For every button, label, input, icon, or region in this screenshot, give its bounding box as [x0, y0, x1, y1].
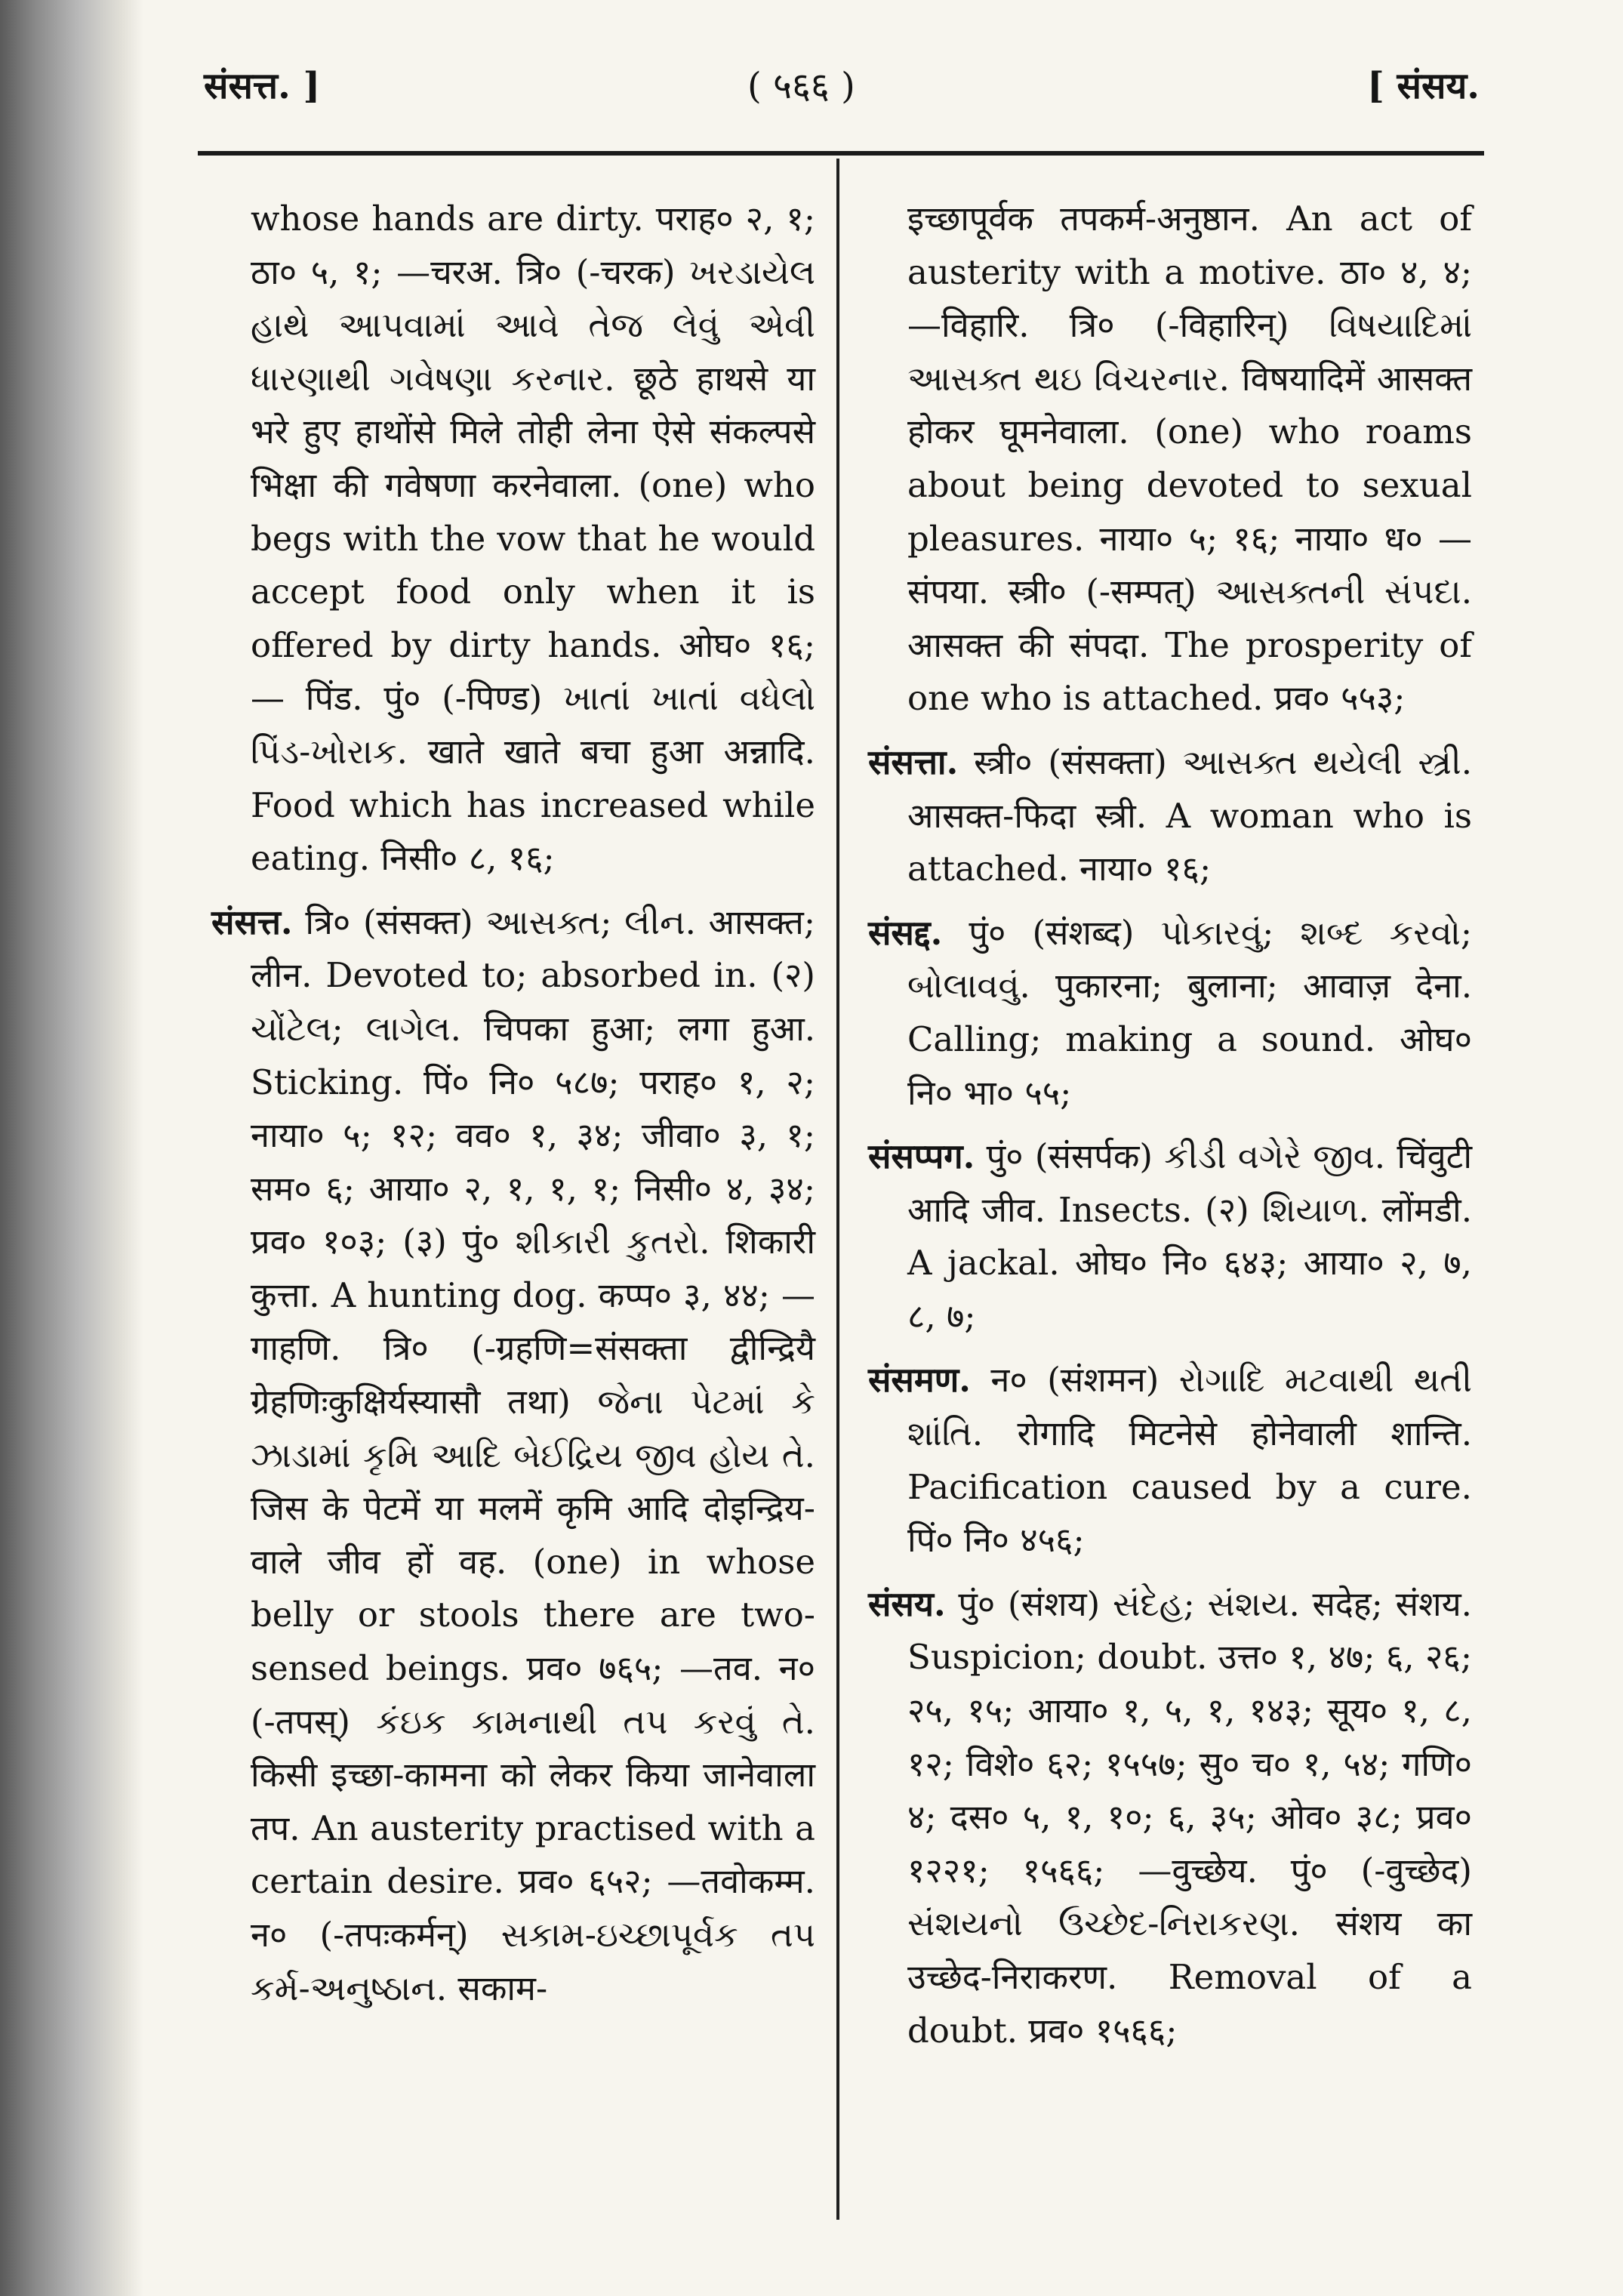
- header-rule: [198, 151, 1484, 156]
- dictionary-entry: [868, 1130, 1472, 1343]
- column-divider: [836, 159, 839, 2220]
- header-right-word: [ संसय.: [1367, 65, 1480, 107]
- page-header: [204, 60, 1480, 128]
- right-column: [868, 193, 1472, 2057]
- dictionary-entry: [211, 896, 815, 2015]
- entry-text: न० (संशमन) રોગાદિ મટવાથી થતી શાંતિ. रोगादि मिटनेसे होनेवाली शान्ति. Pacification caused by a cure. पिं० नि० ४५६;: [907, 1360, 1472, 1561]
- entry-headword: संसय.: [868, 1583, 946, 1624]
- entry-text: इच्छापूर्वक तपकर्म-अनुष्ठान. An act of austerity with a motive. ठा० ४, ४; —विहारि. त्रि० (-विहारिन्) વિષયાદિમાં આસક્ત થઇ વિચરનાર. विषयादिमें आसक्त होकर घूमनेवाला. (one) who roams about being devoted to sexual pleasures. नाया० ५; १६; नाया० ध० —संपया. स्त्री० (-सम्पत्) આસક્તની સંપદા. आसक्त की संपदा. The prosperity of one who is attached. प्रव० ५५३;: [907, 199, 1472, 719]
- entry-headword: संसत्त.: [211, 901, 293, 942]
- entry-headword: संसत्ता.: [868, 741, 959, 782]
- entry-text: पुं० (संशय) સંદેહ; સંશય. सदेह; संशय. Suspicion; doubt. उत्त० १, ४७; ६, २६; २५, १५; आया० १, ५, १, १४३; सूय० १, ८, १२; विशे० ६२; १५५७; सु० च० १, ५४; गणि० ४; दस० ५, १, १०; ६, ३५; ओव० ३८; प्रव० १२२१; १५६६; —वुच्छेय. पुं० (-वुच्छेद) સંશયનો ઉચ્છેદ-નિરાકરણ. संशय का उच्छेद-निराकरण. Removal of a doubt. प्रव० १५६६;: [907, 1583, 1472, 2051]
- entry-text: पुं० (संशब्द) પોકારવું; શબ્દ કરવો; બોલાવવું. पुकारना; बुलाना; आवाज़ देना. Calling; making a sound. ओघ० नि० भा० ५५;: [907, 912, 1472, 1113]
- entry-text: पुं० (संसर्पक) કીડી વગેરે જીવ. चिंवुटी आदि जीव. Insects. (२) શિયાળ. लोंमडी. A jackal. ओघ० नि० ६४३; आया० २, ७, ८, ७;: [907, 1136, 1472, 1336]
- left-column: [211, 193, 815, 2015]
- entry-text: त्रि० (संसक्त) આસક્ત; લીન. आसक्त; लीन. Devoted to; absorbed in. (२) ચોંટેલ; લાગેલ. चिपका हुआ; लगा हुआ. Sticking. पिं० नि० ५८७; पराह० १, २; नाया० ५; १२; वव० १, ३४; जीवा० ३, १; सम० ६; आया० २, १, १, १; निसी० ४, ३४; प्रव० १०३; (३) पुं० શીકારી કુતરો. शिकारी कुत्ता. A hunting dog. कप्प० ३, ४४; —गाहणि. त्रि० (-ग्रहणि=संसक्ता द्वीन्द्रियै ग्रेहणिःकुक्षिर्यस्यासौ तथा) જેના પેટમાં કે ઝાડામાં કૃમિ આદિ બેઈદ્રિય જીવ હોય તે. जिस के पेटमें या मलमें कृमि आदि दोइन्द्रिय-वाले जीव हों वह. (one) in whose belly or stools there are two-sensed beings. प्रव० ७६५; —तव. न० (-तपस्) કંઇક કામનાથી તપ કરવું તે. किसी इच्छा-कामना को लेकर किया जानेवाला तप. An austerity practised with a certain desire. प्रव० ६५२; —तवोकम्म. न० (-तपःकर्मन्) સકામ-ઇચ્છાપૂર્વક તપ કર્મ-અનુષ્ઠાન. सकाम-: [251, 901, 815, 2008]
- entry-headword: संसप्पग.: [868, 1136, 975, 1177]
- dictionary-entry: [868, 907, 1472, 1120]
- entry-text: whose hands are dirty. पराह० २, १; ठा० ५, १; —चरअ. त्रि० (-चरक) ખરડાયેલ હાથે આપવામાં આવે તેજ લેવું એવી ધારણાથી ગવેષણા કરનાર. छूठे हाथसे या भरे हुए हाथोंसे मिले तोही लेना ऐसे संकल्पसे भिक्षा की गवेषणा करनेवाला. (one) who begs with the vow that he would accept food only when it is offered by dirty hands. ओघ० १६; — पिंड. पुं० (-पिण्ड) ખાતાં ખાતાં વધેલો પિંડ-ખોરાક. खाते खाते बचा हुआ अन्नादि. Food which has increased while eating. निसी० ८, १६;: [251, 199, 815, 879]
- dictionary-entry: [211, 193, 815, 886]
- entry-headword: संसद्द.: [868, 912, 943, 953]
- dictionary-entry: [868, 1578, 1472, 2057]
- page-number: ( ५६६ ): [747, 65, 855, 107]
- book-spine-shadow: [0, 0, 143, 2296]
- header-left-word: संसत्त. ]: [204, 65, 321, 107]
- dictionary-entry: [868, 736, 1472, 896]
- entry-text: स्त्री० (संसक्ता) આસક્ત થયેલી સ્ત્રી. आसक्त-फिदा स्त्री. A woman who is attached. नाया० १६;: [907, 741, 1472, 889]
- dictionary-entry: [868, 193, 1472, 726]
- entry-headword: संसमण.: [868, 1360, 971, 1401]
- dictionary-entry: [868, 1354, 1472, 1567]
